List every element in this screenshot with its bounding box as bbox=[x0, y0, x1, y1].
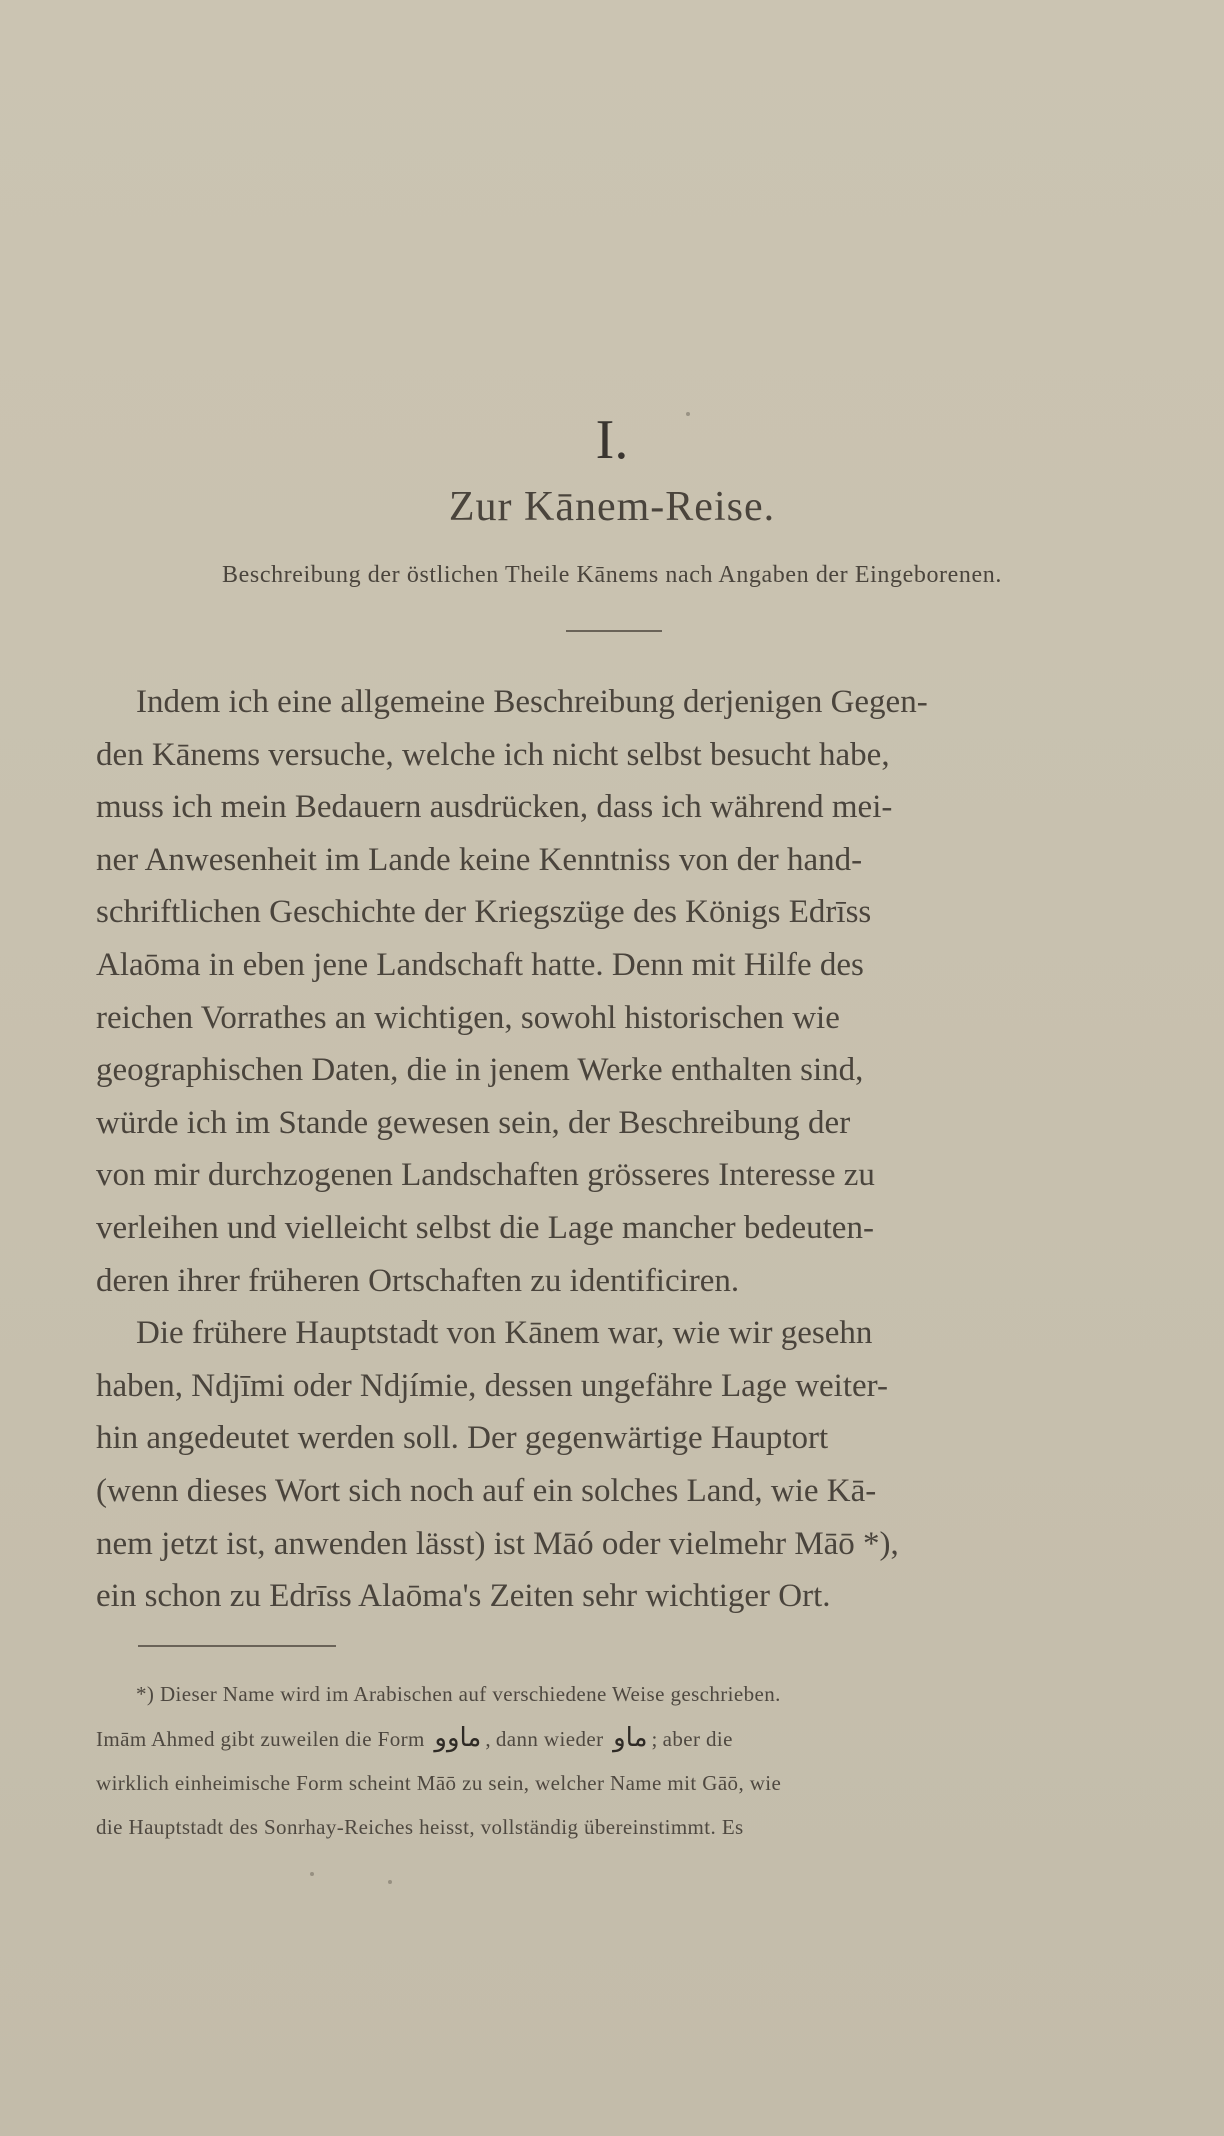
text-line: ein schon zu Edrīss Alaōma's Zeiten sehr wichtiger Ort. bbox=[96, 1578, 831, 1615]
text-line: ner Anwesenheit im Lande keine Kenntniss von der hand- bbox=[96, 841, 863, 878]
text-line: hin angedeutet werden soll. Der gegenwärtige Hauptort bbox=[96, 1420, 829, 1457]
footnote-text: Imām Ahmed gibt zuweilen die Form bbox=[96, 1727, 425, 1751]
text-line: würde ich im Stande gewesen sein, der Beschreibung der bbox=[96, 1104, 851, 1141]
text-line: nem jetzt ist, anwenden lässt) ist Māó oder vielmehr Māō *), bbox=[96, 1525, 899, 1562]
arabic-word: ماو bbox=[613, 1723, 648, 1753]
paper-speck bbox=[388, 1880, 392, 1884]
text-line: den Kānems versuche, welche ich nicht selbst besucht habe, bbox=[96, 736, 890, 773]
paper-speck bbox=[310, 1872, 314, 1876]
text-line: Alaōma in eben jene Landschaft hatte. Denn mit Hilfe des bbox=[96, 946, 864, 983]
footnote-line: wirklich einheimische Form scheint Māō zu sein, welcher Name mit Gāō, wie bbox=[96, 1771, 782, 1795]
text-line: deren ihrer früheren Ortschaften zu identificiren. bbox=[96, 1262, 740, 1299]
text-line: (wenn dieses Wort sich noch auf ein solches Land, wie Kā- bbox=[96, 1472, 877, 1509]
text-line: von mir durchzogenen Landschaften grösseres Interesse zu bbox=[96, 1157, 875, 1194]
footnote-divider bbox=[138, 1645, 336, 1647]
paper-speck bbox=[686, 412, 690, 416]
text-line: geographischen Daten, die in jenem Werke enthalten sind, bbox=[96, 1052, 864, 1089]
footnote-line: *) Dieser Name wird im Arabischen auf verschiedene Weise geschrieben. bbox=[136, 1682, 781, 1706]
footnote-line: die Hauptstadt des Sonrhay-Reiches heisst, vollständig übereinstimmt. Es bbox=[96, 1815, 744, 1839]
footnote-text: , dann wieder bbox=[485, 1727, 604, 1751]
chapter-number: I. bbox=[595, 409, 629, 471]
footnote-line bbox=[96, 1716, 1142, 1761]
chapter-subtitle: Beschreibung der östlichen Theile Kānems nach Angaben der Eingeborenen. bbox=[222, 562, 1002, 588]
text-line: haben, Ndjīmi oder Ndjímie, dessen ungefähre Lage weiter- bbox=[96, 1367, 888, 1404]
text-line: Indem ich eine allgemeine Beschreibung derjenigen Gegen- bbox=[136, 684, 928, 720]
chapter-title: Zur Kānem-Reise. bbox=[448, 484, 776, 530]
title-divider bbox=[566, 630, 662, 632]
footnote-text: ; aber die bbox=[651, 1727, 733, 1751]
text-line: muss ich mein Bedauern ausdrücken, dass ich während mei- bbox=[96, 789, 893, 826]
text-line: schriftlichen Geschichte der Kriegszüge des Königs Edrīss bbox=[96, 894, 872, 931]
text-line: Die frühere Hauptstadt von Kānem war, wie wir gesehn bbox=[136, 1315, 873, 1352]
text-line: verleihen und vielleicht selbst die Lage mancher bedeuten- bbox=[96, 1209, 874, 1246]
text-line: reichen Vorrathes an wichtigen, sowohl historischen wie bbox=[96, 999, 840, 1036]
footnote bbox=[96, 1672, 1142, 1849]
body-text bbox=[96, 676, 1142, 1623]
arabic-word: ماوو bbox=[434, 1723, 482, 1753]
